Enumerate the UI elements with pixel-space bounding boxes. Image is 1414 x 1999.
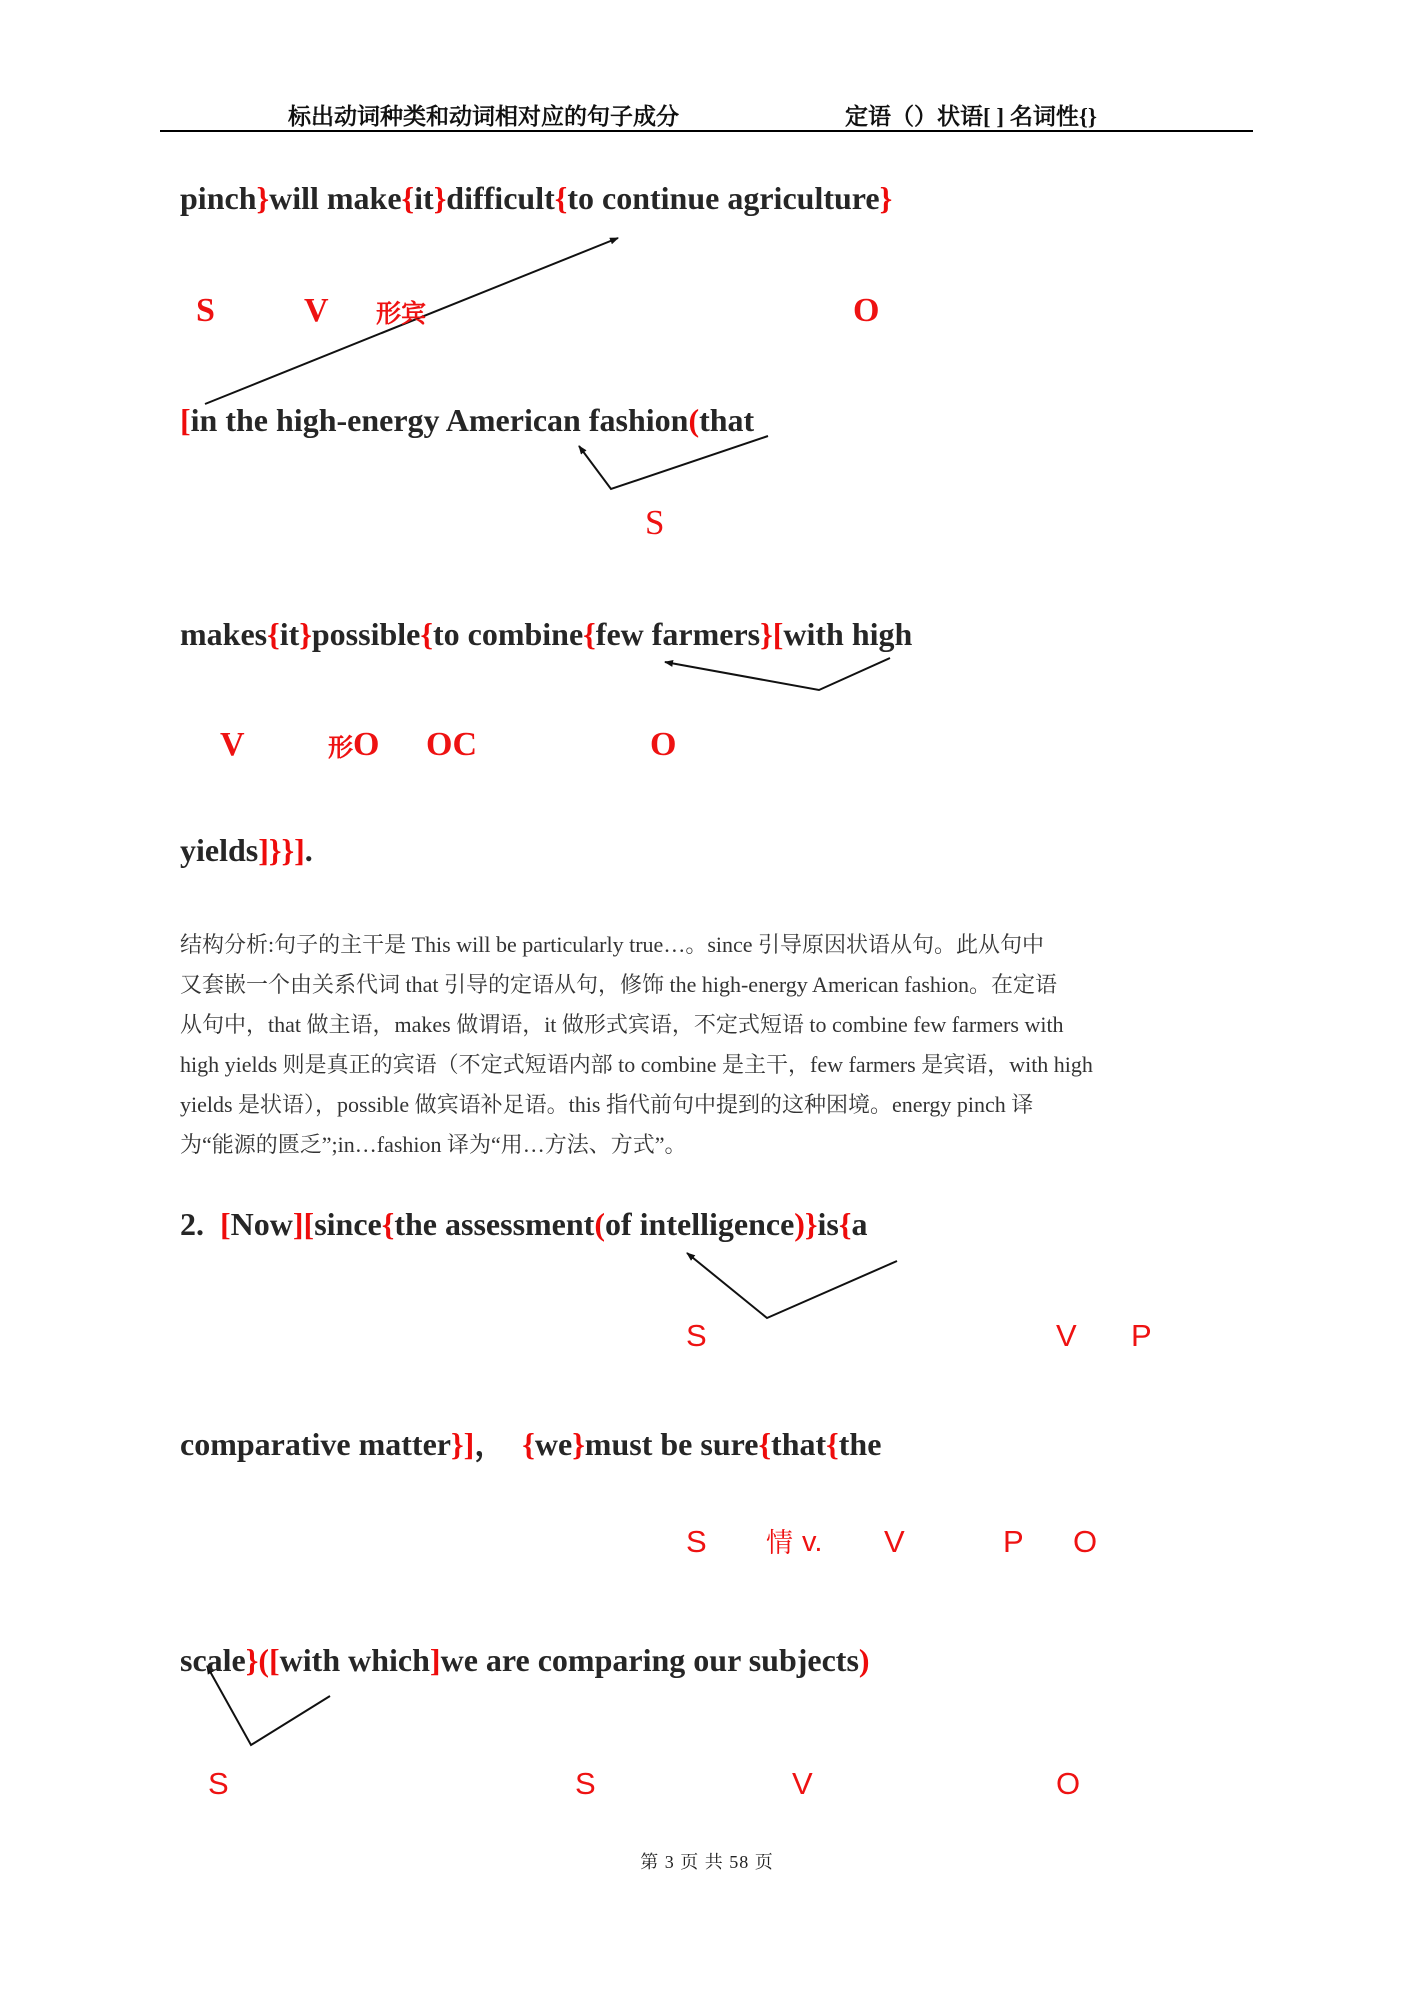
bracket-marker: ( <box>688 402 700 438</box>
bracket-marker: }] <box>450 1426 475 1462</box>
bracket-marker: ][ <box>292 1206 315 1242</box>
annotated-sentence-line <box>180 1208 867 1240</box>
sentence-text: with high <box>783 616 913 652</box>
grammar-role-label: V <box>792 1766 813 1801</box>
bracket-marker: } <box>804 1206 818 1242</box>
sentence-text: that <box>699 402 755 438</box>
sentence-text: scale <box>180 1642 246 1678</box>
grammar-role-label: V <box>884 1524 905 1559</box>
sentence-text: possible <box>311 616 421 652</box>
analysis-paragraph-line: 从句中，that 做主语，makes 做谓语，it 做形式宾语，不定式短语 to combine few farmers with <box>180 1012 1064 1037</box>
bracket-marker: } <box>299 616 312 652</box>
bracket-marker: } <box>879 180 893 216</box>
sentence-text: pinch <box>180 180 257 216</box>
sentence-text: will make <box>269 180 402 216</box>
annotated-sentence-line <box>180 1428 881 1460</box>
sentence-text: we are comparing our subjects <box>440 1642 859 1678</box>
sentence-text: the assessment <box>394 1206 595 1242</box>
sentence-text: must be sure <box>584 1426 759 1462</box>
bracket-marker: ( <box>258 1642 270 1678</box>
bracket-marker: } <box>760 616 773 652</box>
sentence-text: comparative matter <box>180 1426 451 1462</box>
sentence-text: to continue agriculture <box>567 180 880 216</box>
sentence-text: the <box>838 1426 882 1462</box>
bracket-marker: [ <box>269 1642 280 1678</box>
grammar-role-label: S <box>575 1766 596 1801</box>
bracket-marker: ) <box>794 1206 805 1242</box>
bracket-marker: ]}}] <box>258 832 305 868</box>
sentence-text: is <box>817 1206 839 1242</box>
sentence-text: we <box>534 1426 573 1462</box>
grammar-role-label: 情 <box>766 1528 793 1558</box>
bracket-marker: ) <box>858 1642 870 1678</box>
bracket-marker: { <box>420 616 433 652</box>
sentence-text: of intelligence <box>604 1206 795 1242</box>
analysis-paragraph-line: 结构分析:句子的主干是 This will be particularly true…。since 引导原因状语从句。此从句中 <box>180 932 1045 957</box>
header-left-text: 标出动词种类和动词相对应的句子成分 <box>288 104 679 129</box>
bracket-marker: { <box>267 616 280 652</box>
grammar-role-label: V <box>220 726 245 763</box>
bracket-marker: { <box>381 1206 395 1242</box>
grammar-role-label: S <box>686 1524 707 1559</box>
grammar-role-label: O <box>353 726 380 763</box>
sentence-text: it <box>414 180 434 216</box>
analysis-paragraph-line: 又套嵌一个由关系代词 that 引导的定语从句，修饰 the high-energy American fashion。在定语 <box>180 972 1058 997</box>
grammar-role-label: OC <box>426 726 477 763</box>
annotated-sentence-line <box>180 618 912 650</box>
sentence-text: yields <box>180 832 259 868</box>
bracket-marker: { <box>838 1206 852 1242</box>
grammar-role-label: P <box>1003 1524 1024 1559</box>
sentence-text: to combine <box>432 616 584 652</box>
annotation-arrow <box>665 658 890 690</box>
sentence-text: it <box>279 616 300 652</box>
grammar-role-label: v. <box>802 1526 823 1558</box>
sentence-text: makes <box>180 616 268 652</box>
sentence-text: few farmers <box>595 616 761 652</box>
analysis-paragraph <box>180 925 1240 1165</box>
sentence-text: Now <box>230 1206 293 1242</box>
grammar-role-label: V <box>1056 1318 1077 1353</box>
bracket-marker: { <box>401 180 415 216</box>
header-rule <box>160 130 1253 132</box>
bracket-marker: } <box>256 180 270 216</box>
grammar-role-label: O <box>1056 1766 1081 1801</box>
bracket-marker: [ <box>772 616 784 652</box>
bracket-marker: { <box>826 1426 839 1462</box>
bracket-marker: { <box>583 616 596 652</box>
sentence-text: with which <box>279 1642 430 1678</box>
sentence-text: 2. <box>180 1206 220 1242</box>
grammar-role-label: S <box>208 1766 229 1801</box>
grammar-role-label: S <box>645 503 665 542</box>
bracket-marker: [ <box>220 1206 231 1242</box>
grammar-role-label: V <box>304 292 329 329</box>
annotation-arrow <box>687 1253 897 1318</box>
grammar-role-label: S <box>686 1318 707 1353</box>
bracket-marker: ( <box>594 1206 605 1242</box>
page-number: 第 3 页 共 58 页 <box>640 1852 774 1872</box>
bracket-marker: { <box>522 1426 535 1462</box>
bracket-marker: ] <box>429 1642 441 1678</box>
sentence-text: ， <box>474 1426 523 1462</box>
grammar-role-label: 形宾 <box>376 301 427 328</box>
sentence-text: that <box>771 1426 827 1462</box>
annotation-arrow <box>579 436 768 489</box>
bracket-marker: } <box>572 1426 585 1462</box>
bracket-marker: } <box>433 180 447 216</box>
bracket-marker: } <box>245 1642 259 1678</box>
sentence-text: a <box>851 1206 868 1242</box>
grammar-role-label: O <box>853 292 880 329</box>
sentence-text: in the high-energy American fashion <box>190 402 689 438</box>
grammar-role-label: S <box>196 292 215 329</box>
header-right-legend: 定语（）状语[ ] 名词性{} <box>845 104 1097 129</box>
annotated-sentence-line <box>180 1644 870 1676</box>
bracket-marker: { <box>758 1426 772 1462</box>
analysis-paragraph-line: yields 是状语），possible 做宾语补足语。this 指代前句中提到的这种困境。energy pinch 译 <box>180 1092 1034 1117</box>
grammar-role-label: O <box>1073 1524 1098 1559</box>
bracket-marker: [ <box>180 402 191 438</box>
grammar-role-label: P <box>1131 1318 1152 1353</box>
bracket-marker: { <box>554 180 568 216</box>
analysis-paragraph-line: 为“能源的匮乏”;in…fashion 译为“用…方法、方式”。 <box>180 1132 687 1157</box>
grammar-role-label: O <box>650 726 677 763</box>
sentence-text: difficult <box>446 180 555 216</box>
grammar-role-label: 形 <box>328 735 354 762</box>
annotated-sentence-line <box>180 182 892 214</box>
sentence-text: . <box>304 832 313 868</box>
sentence-text: since <box>314 1206 382 1242</box>
analysis-paragraph-line: high yields 则是真正的宾语（不定式短语内部 to combine 是主干，few farmers 是宾语，with high <box>180 1052 1093 1077</box>
annotated-sentence-line <box>180 404 754 436</box>
annotated-sentence-line <box>180 834 313 866</box>
